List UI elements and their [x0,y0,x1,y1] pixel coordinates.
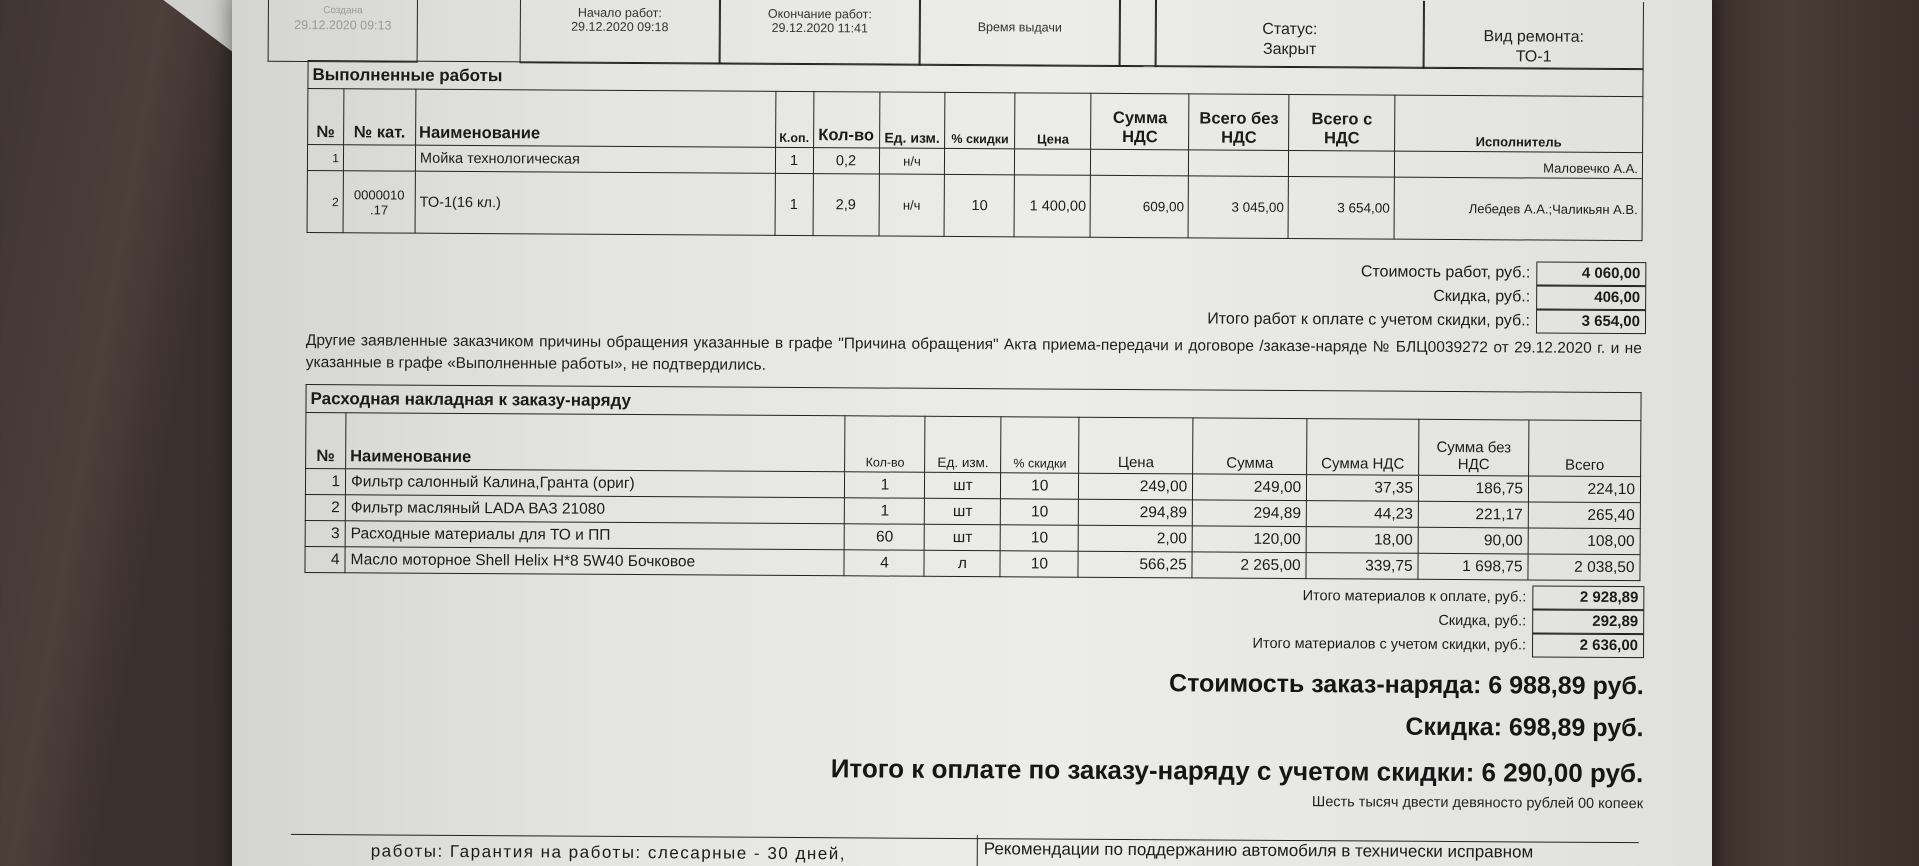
col-discount: % скидки [1001,417,1079,473]
col-no-vat: Всего без НДС [1189,94,1289,151]
row-qty: 60 [845,524,925,550]
works-total-cost-value: 4 060,00 [1536,262,1646,287]
row-unit: л [924,550,1000,576]
end-value: 29.12.2020 11:41 [771,20,869,36]
row-discount: 10 [944,174,1014,236]
row-sum: 294,89 [1193,500,1307,527]
row-vat: 18,00 [1306,527,1418,554]
row-discount: 10 [1001,473,1079,499]
col-no-vat: Сумма без НДС [1419,419,1529,476]
row-no-vat: 90,00 [1418,527,1528,554]
works-header-row [308,89,1643,153]
row-price: 294,89 [1079,499,1193,526]
row-executor: Лебедев А.А.;Чаликьян А.В. [1394,177,1642,241]
created-cell [268,0,418,63]
order-cost: Стоимость заказ-наряда: 6 988,89 руб. [1168,669,1644,701]
col-num: № [306,412,346,468]
col-price: Цена [1079,417,1193,474]
col-name: Наименование [416,89,776,147]
row-cat: 0000010 .17 [343,171,415,233]
works-title: Выполненные работы [312,65,503,86]
row-num: 1 [305,468,345,494]
row-num: 2 [307,170,343,232]
row-vat: 44,23 [1306,501,1418,528]
row-name: ТО-1(16 кл.) [415,171,775,235]
col-executor: Исполнитель [1395,95,1643,153]
row-kop: 1 [775,173,813,235]
row-unit: н/ч [879,174,945,236]
materials-table [304,412,1641,581]
row-unit: н/ч [879,148,945,174]
status-cell [1156,0,1424,69]
row-vat [1091,149,1189,176]
materials-discount [1438,609,1644,634]
order-header [294,0,1648,70]
row-vat: 339,75 [1306,553,1418,580]
end-cell [720,0,920,66]
col-unit: Ед. изм. [879,92,945,148]
claims-note: Другие заявленные заказчиком причины обращения указанные в графе "Причина обращения" Акта приема-передачи и договоре /заказе-наряде № БЛЦ0039272 от 29.12.2020 г. и не указанные в графе «Выполненные работы», не подтвердились. [305,331,1642,374]
end-label: Окончание работ: [767,6,872,22]
row-with-vat: 3 654,00 [1288,176,1394,239]
row-num: 2 [305,494,345,520]
materials-total-label: Итого материалов к оплате, руб.: [1302,588,1527,606]
row-sum: 249,00 [1193,474,1307,501]
col-total: Всего [1529,420,1641,477]
row-vat: 609,00 [1090,175,1188,238]
row-total: 265,40 [1528,502,1640,529]
row-qty: 1 [845,498,925,524]
row-name: Фильтр салонный Калина,Гранта (ориг) [345,469,845,498]
row-price: 249,00 [1079,473,1193,500]
recommendations-text: Рекомендации по поддержанию автомобиля в технически исправном [977,835,1534,866]
repair-type-label: Вид ремонта: [1483,28,1585,46]
repair-type-value: ТО-1 [1515,48,1552,66]
col-cat: № кат. [344,89,416,145]
repair-type-cell [1424,1,1644,70]
table-surface-right [1699,0,1919,866]
row-discount: 10 [1000,525,1078,551]
status-value: Закрыт [1262,40,1317,59]
row-total: 2 038,50 [1528,554,1640,581]
row-discount: 10 [1000,551,1078,577]
order-total-due: Итого к оплате по заказу-наряду с учетом скидки: 6 290,00 руб. [830,753,1644,789]
issue-cell [920,0,1120,67]
materials-total-due-label: Итого материалов с учетом скидки, руб.: [1252,635,1527,654]
works-total-due-value: 3 654,00 [1536,310,1646,335]
row-no-vat: 221,17 [1418,501,1528,528]
col-qty: Кол-во [813,92,879,148]
works-total-cost-label: Стоимость работ, руб.: [1360,263,1531,282]
row-num: 3 [305,520,345,546]
row-name: Масло моторное Shell Helix H*8 5W40 Бочковое [345,547,845,576]
works-discount-value: 406,00 [1536,286,1646,311]
col-with-vat: Всего с НДС [1289,94,1395,151]
row-no-vat: 1 698,75 [1418,553,1528,580]
works-total-cost [1361,260,1647,286]
row-total: 108,00 [1528,528,1640,555]
row-sum: 2 265,00 [1192,552,1306,579]
row-discount: 10 [1001,499,1079,525]
works-total-due [1207,307,1646,334]
row-vat: 37,35 [1307,475,1419,502]
row-discount [945,148,1015,174]
works-total-due-label: Итого работ к оплате с учетом скидки, руб.: [1207,310,1531,330]
row-price [1015,149,1091,175]
row-qty: 1 [845,472,925,498]
col-kop: К.оп. [775,91,813,147]
row-qty: 0,2 [813,148,879,174]
row-executor: Маловечко А.А. [1395,151,1643,179]
col-name: Наименование [346,413,846,472]
works-table [307,88,1644,241]
total-in-words: Шесть тысяч двести девяносто рублей 00 копеек [1311,794,1644,813]
col-sum: Сумма [1193,418,1307,475]
works-discount-label: Скидка, руб.: [1433,287,1531,306]
col-vat: Сумма НДС [1307,419,1419,476]
row-qty: 2,9 [813,174,879,236]
row-no-vat: 3 045,00 [1188,176,1288,239]
row-unit: шт [925,472,1001,498]
row-num: 1 [307,145,343,171]
row-no-vat [1189,150,1289,177]
materials-discount-label: Скидка, руб.: [1438,612,1527,630]
materials-total [1303,584,1645,610]
row-name: Фильтр масляный LADA ВАЗ 21080 [345,495,845,524]
order-discount: Скидка: 698,89 руб. [1405,712,1644,743]
row-cat [343,145,415,171]
row-name: Мойка технологическая [415,145,775,173]
row-sum: 120,00 [1192,526,1306,553]
issue-label: Время выдачи [977,20,1062,35]
materials-total-due-value: 2 636,00 [1532,633,1644,658]
blank-cell [1120,0,1156,67]
row-num: 4 [305,546,345,572]
row-price: 1 400,00 [1014,175,1090,237]
work-order-document [294,0,1648,866]
materials-header-row [306,412,1641,476]
row-unit: шт [925,498,1001,524]
materials-total-value: 2 928,89 [1532,585,1644,610]
table-row [307,170,1642,240]
col-unit: Ед. изм. [925,416,1001,472]
warranty-text: работы: Гарантия на работы: слесарные - 30 дней, [370,841,847,864]
row-unit: шт [925,524,1001,550]
works-discount [1433,285,1646,310]
materials-total-due [1253,632,1645,658]
row-with-vat [1289,150,1395,177]
row-price: 566,25 [1078,551,1192,578]
created-label: Создана [323,5,363,17]
row-qty: 4 [844,550,924,576]
footer-band [291,834,1639,866]
row-no-vat: 186,75 [1419,475,1529,502]
start-label: Начало работ: [577,5,662,21]
col-discount: % скидки [945,92,1015,148]
col-num: № [308,89,344,145]
row-name: Расходные материалы для ТО и ПП [345,521,845,550]
materials-title: Расходная накладная к заказу-наряду [310,389,632,410]
materials-discount-value: 292,89 [1532,609,1644,634]
col-vat: Сумма НДС [1091,93,1189,150]
col-qty: Кол-во [845,416,925,472]
created-value: 29.12.2020 09:13 [294,17,392,33]
row-kop: 1 [775,147,813,173]
row-price: 2,00 [1078,525,1192,552]
row-total: 224,10 [1528,476,1640,503]
col-price: Цена [1015,93,1091,149]
start-value: 29.12.2020 09:18 [571,19,669,35]
status-label: Статус: [1262,20,1318,39]
start-cell [520,0,720,65]
